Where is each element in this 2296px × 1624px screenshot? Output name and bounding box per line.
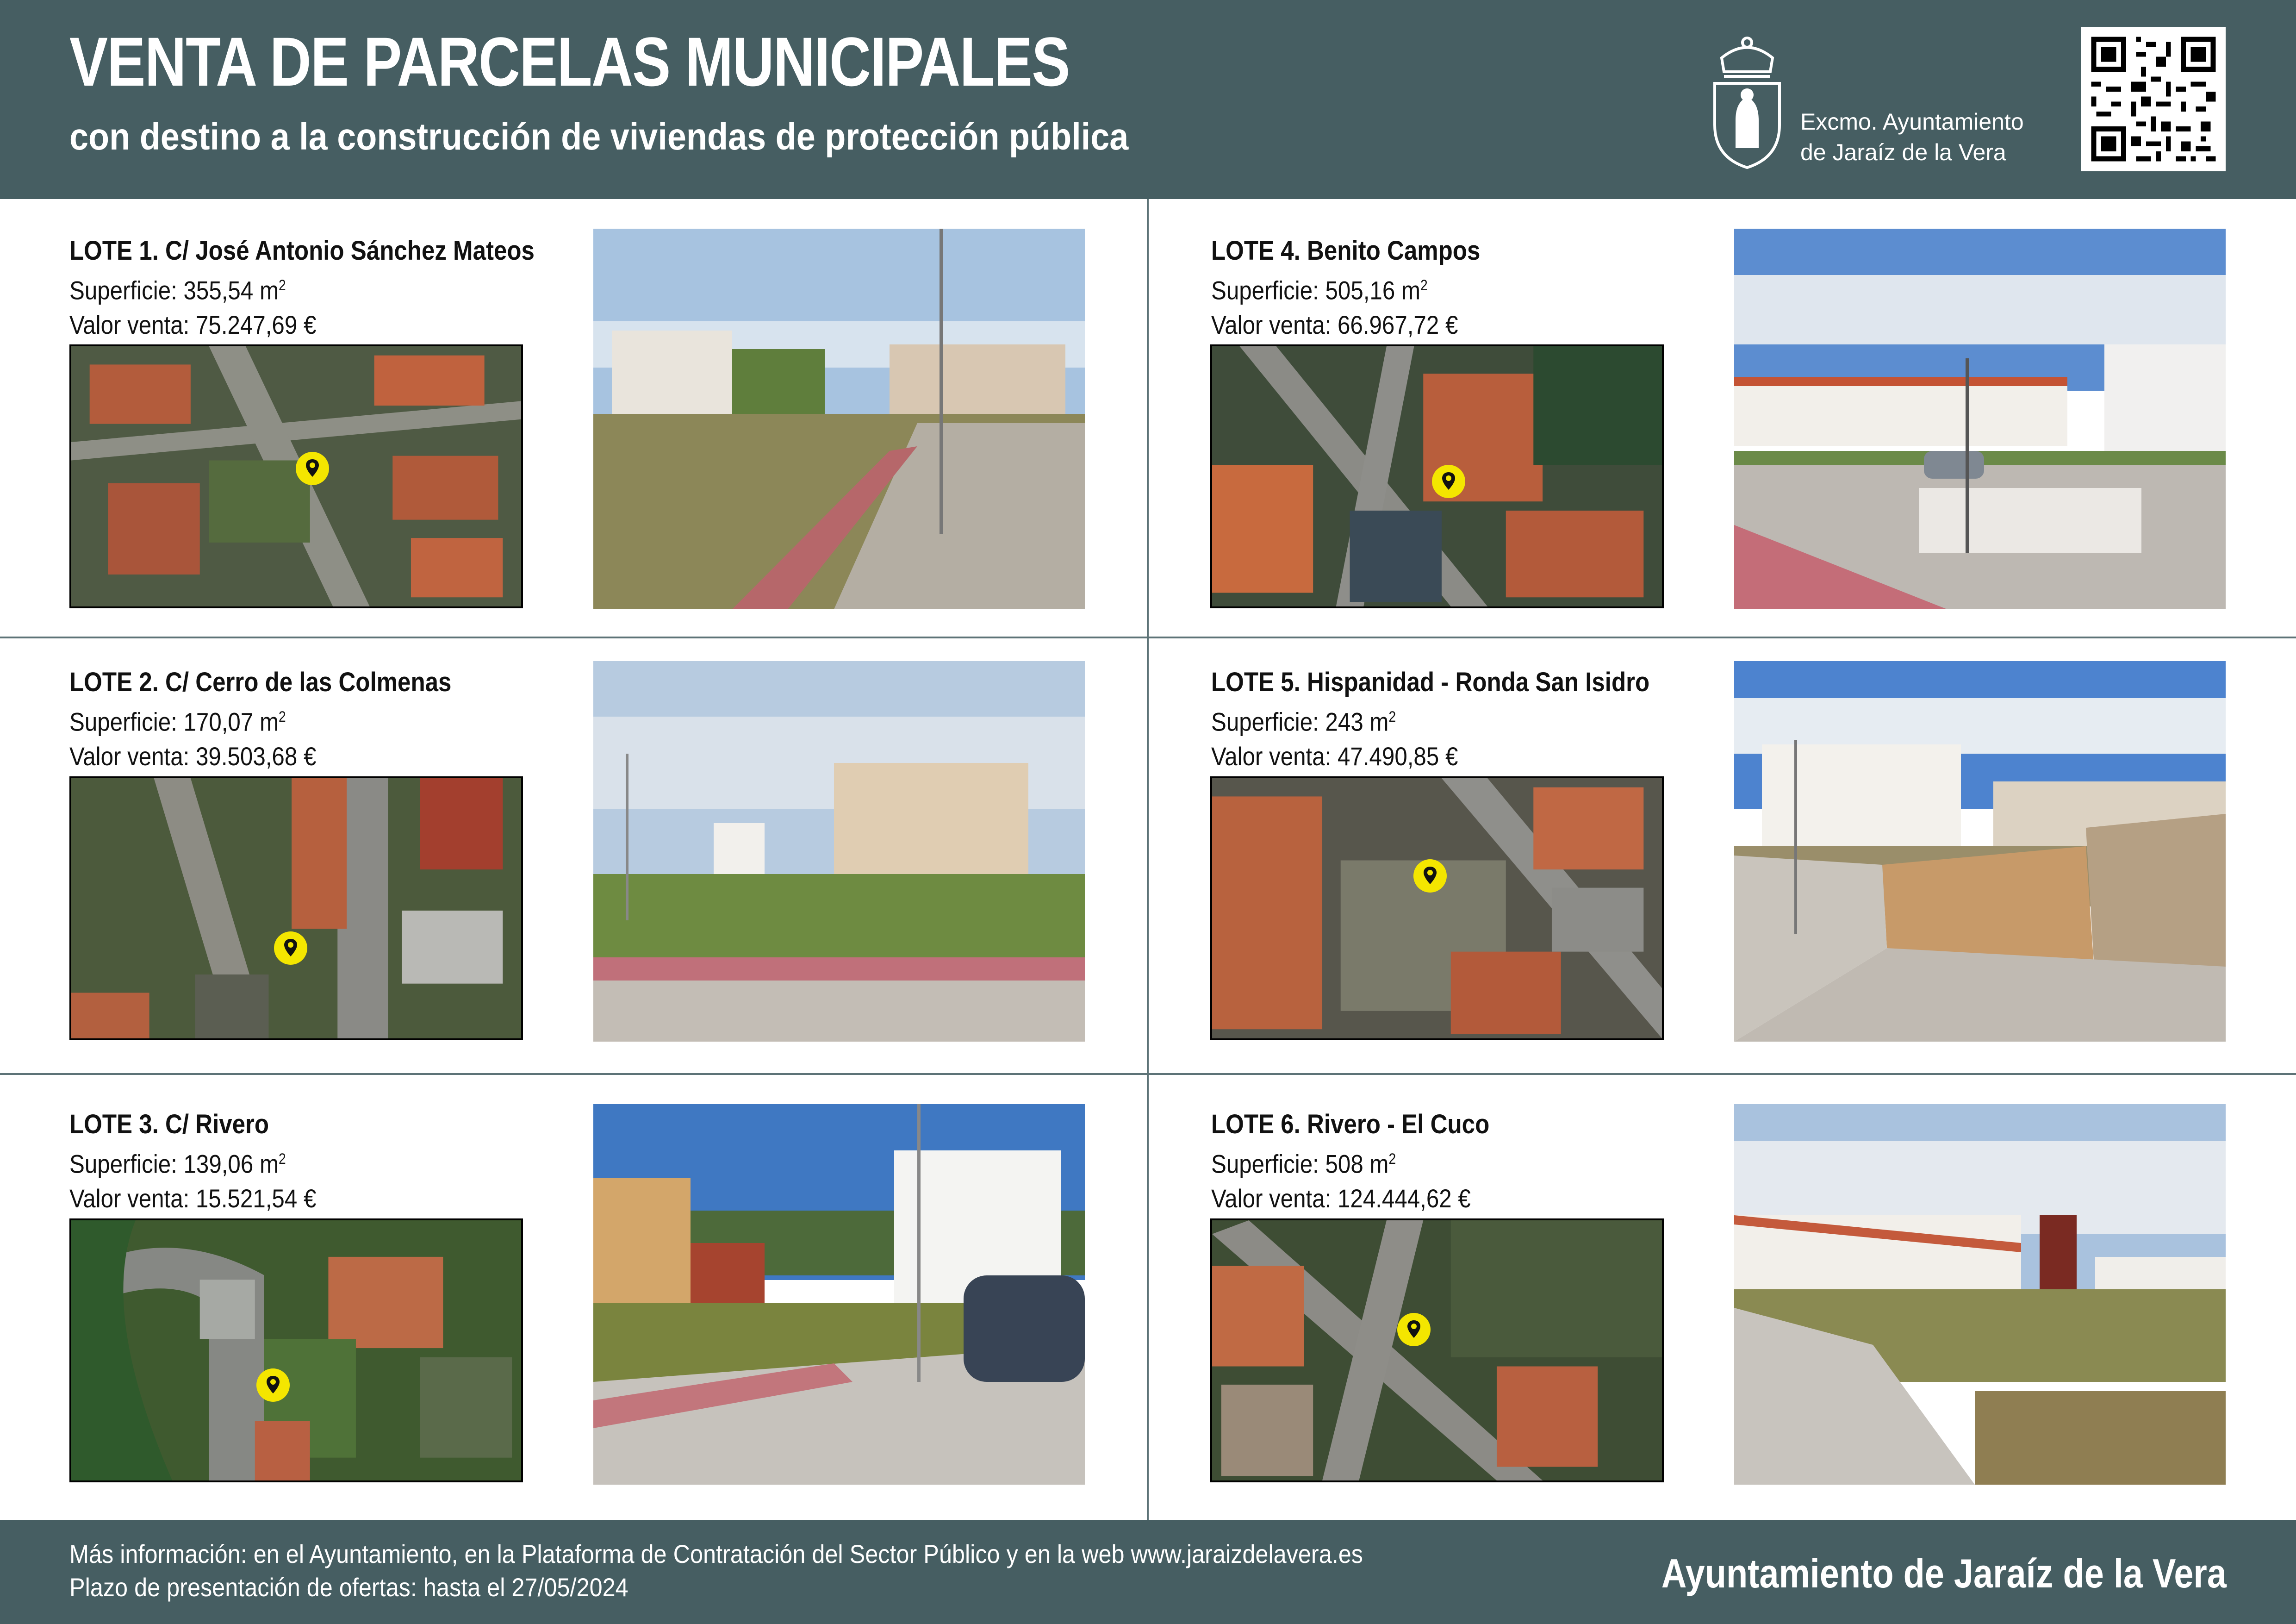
lot-title: LOTE 4. Benito Campos: [1211, 236, 1481, 266]
location-pin-icon: [273, 931, 308, 966]
lot-2-aerial-map[interactable]: [69, 776, 523, 1040]
footer-band: [0, 1520, 2296, 1624]
page-subtitle: con destino a la construcción de viviendas de protección pública: [69, 116, 1129, 158]
lot-4-info: [1211, 234, 1517, 342]
deadline-text: Plazo de presentación de ofertas: hasta el 27/05/2024: [69, 1573, 628, 1602]
organization-line-1: Excmo. Ayuntamiento: [1800, 109, 2024, 135]
lot-3-info: [69, 1107, 350, 1216]
qr-code-icon[interactable]: [2081, 27, 2226, 171]
organization-name: [1800, 106, 2024, 168]
lot-title: LOTE 3. C/ Rivero: [69, 1109, 269, 1139]
lot-price: Valor venta: 75.247,69 €: [69, 310, 317, 339]
lot-surface: Superficie: 355,54 $m^2$: [69, 275, 286, 305]
lot-price: Valor venta: 47.490,85 €: [1211, 741, 1458, 771]
footer-info: [69, 1537, 1363, 1604]
lot-title: LOTE 2. C/ Cerro de las Colmenas: [69, 667, 452, 697]
location-pin-icon: [1431, 464, 1466, 499]
lot-price: Valor venta: 15.521,54 €: [69, 1183, 317, 1213]
row-divider: [0, 637, 2296, 638]
more-info-text: Más información: en el Ayuntamiento, en la Plataforma de Contratación del Sector Público y en la web www.jaraizdelavera.es: [69, 1539, 1363, 1568]
lot-title: LOTE 1. C/ José Antonio Sánchez Mateos: [69, 236, 535, 266]
lot-surface: Superficie: 243 $m^2$: [1211, 707, 1396, 737]
lot-surface: Superficie: 139,06 $m^2$: [69, 1149, 286, 1179]
lot-price: Valor venta: 66.967,72 €: [1211, 310, 1458, 339]
lot-5-street-photo[interactable]: [1734, 661, 2226, 1042]
municipal-crest-icon: [1703, 32, 1791, 171]
footer-organization: Ayuntamiento de Jaraíz de la Vera: [1661, 1550, 2227, 1596]
lot-3-aerial-map[interactable]: [69, 1218, 523, 1482]
lot-surface: Superficie: 170,07 $m^2$: [69, 707, 286, 737]
lot-2-info: [69, 665, 504, 774]
lot-5-info: [1211, 665, 1709, 774]
lot-6-aerial-map[interactable]: [1210, 1218, 1664, 1482]
lot-5-aerial-map[interactable]: [1210, 776, 1664, 1040]
lot-6-street-photo[interactable]: [1734, 1104, 2226, 1485]
lot-6-info: [1211, 1107, 1527, 1216]
lot-price: Valor venta: 124.444,62 €: [1211, 1183, 1471, 1213]
location-pin-icon: [1412, 858, 1448, 893]
lot-surface: Superficie: 505,16 $m^2$: [1211, 275, 1428, 305]
location-pin-icon: [295, 451, 330, 486]
lot-price: Valor venta: 39.503,68 €: [69, 741, 317, 771]
lot-3-street-photo[interactable]: [593, 1104, 1085, 1485]
location-pin-icon: [255, 1368, 291, 1403]
lot-1-info: [69, 234, 598, 342]
lot-surface: Superficie: 508 $m^2$: [1211, 1149, 1396, 1179]
page-title: VENTA DE PARCELAS MUNICIPALES: [69, 23, 1070, 100]
location-pin-icon: [1396, 1312, 1431, 1347]
lot-2-street-photo[interactable]: [593, 661, 1085, 1042]
organization-line-2: de Jaraíz de la Vera: [1800, 139, 2006, 165]
column-divider: [1147, 199, 1149, 1520]
lot-1-street-photo[interactable]: [593, 229, 1085, 609]
lot-4-street-photo[interactable]: [1734, 229, 2226, 609]
row-divider: [0, 1073, 2296, 1075]
lot-title: LOTE 5. Hispanidad - Ronda San Isidro: [1211, 667, 1650, 697]
header-band: [0, 0, 2296, 199]
lot-title: LOTE 6. Rivero - El Cuco: [1211, 1109, 1490, 1139]
